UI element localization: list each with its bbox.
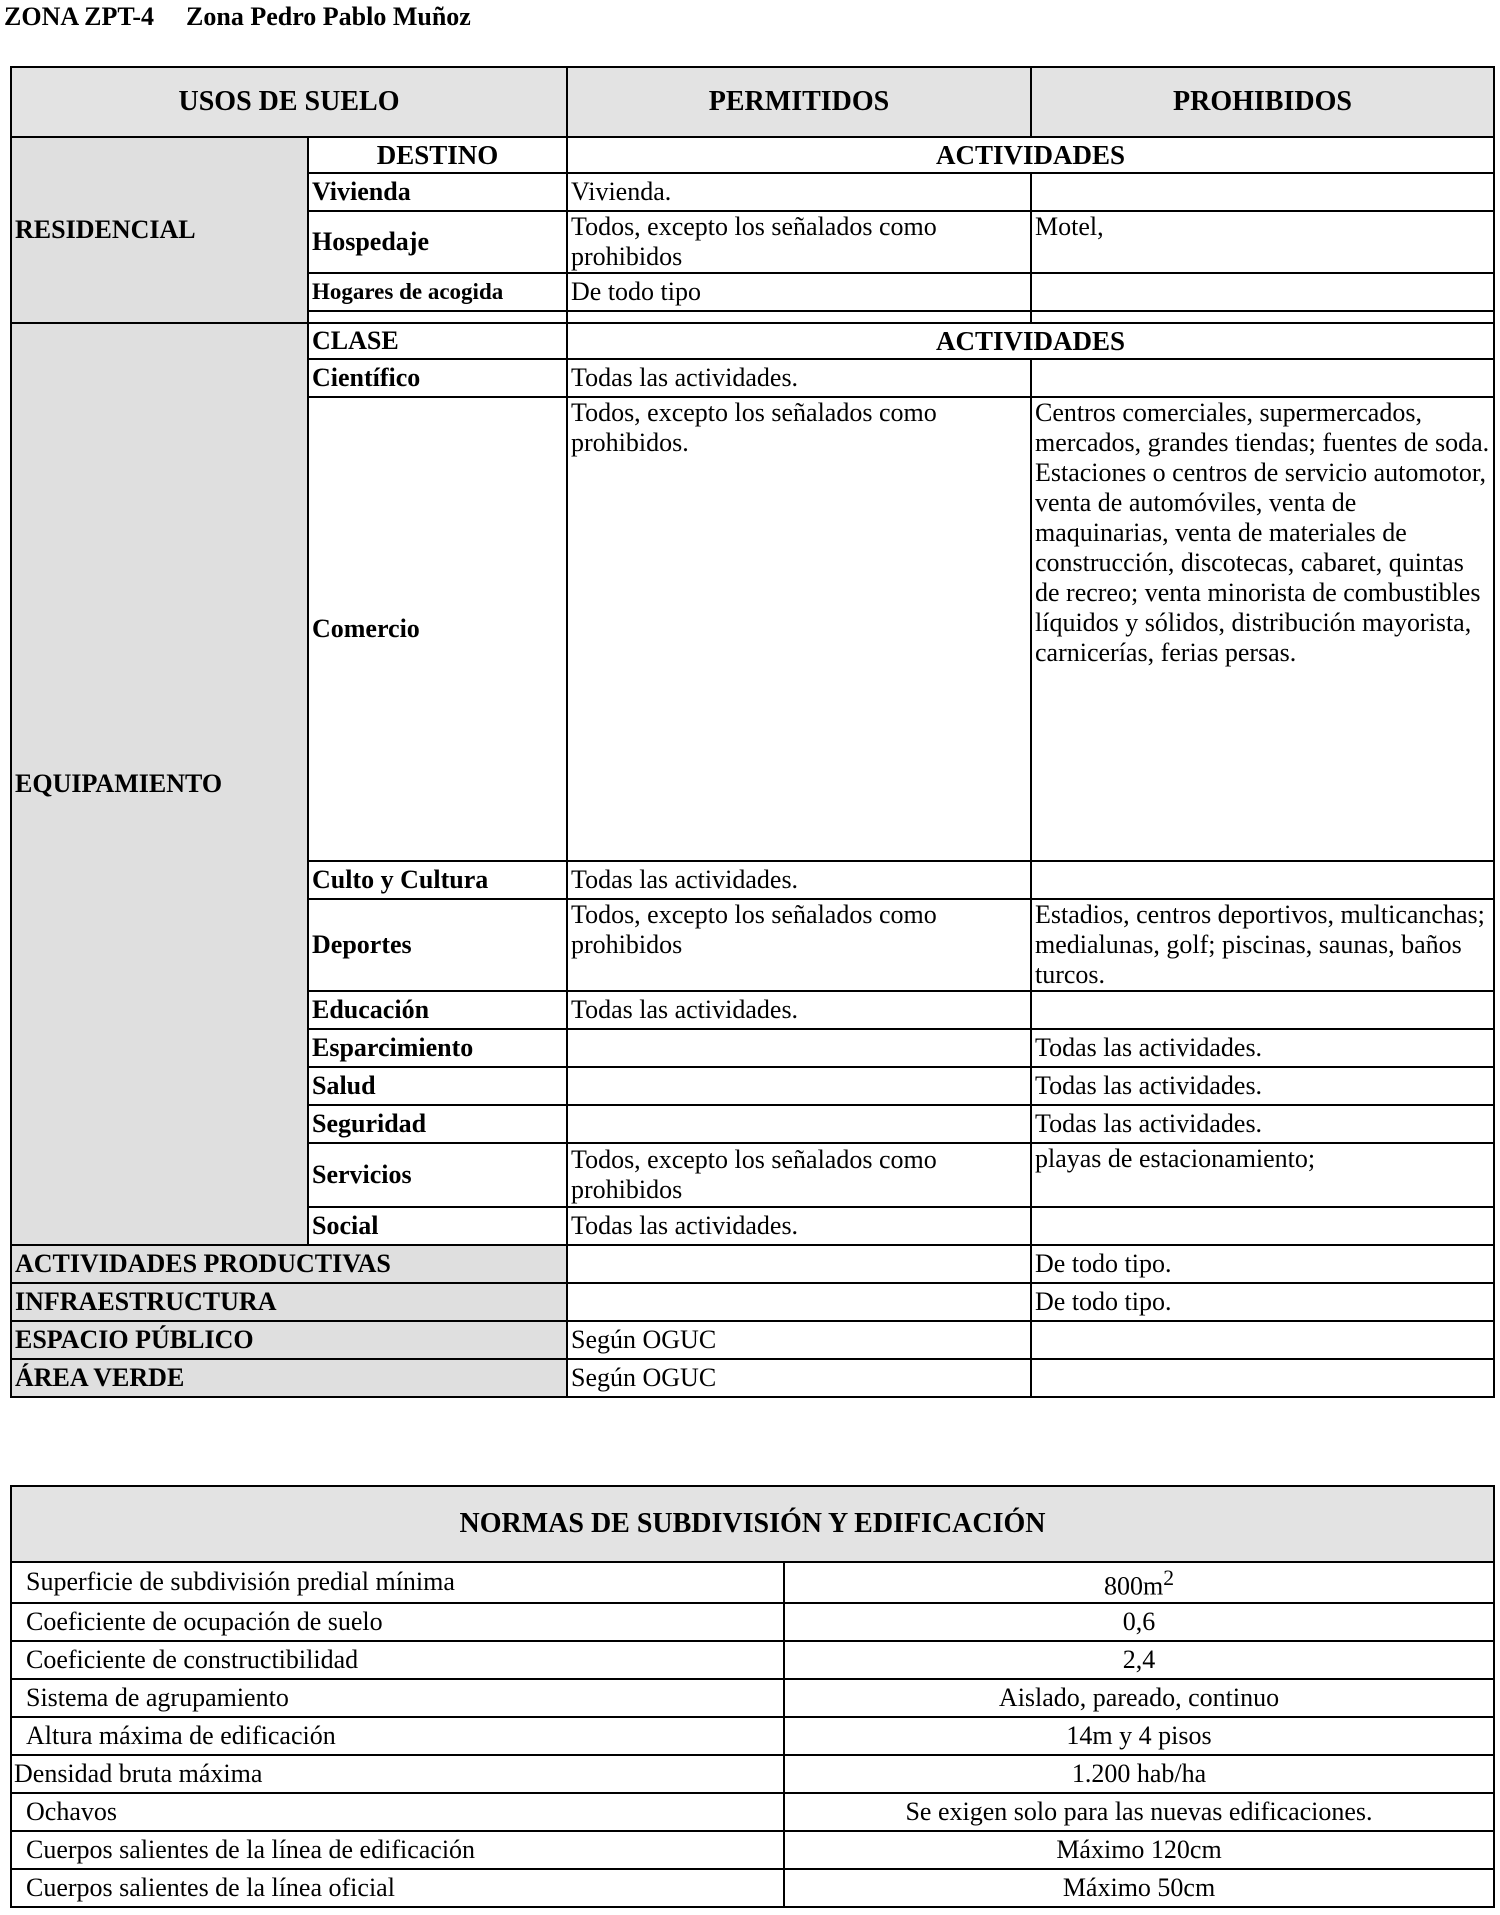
use-name: Social [308, 1207, 567, 1245]
norm-value: Aislado, pareado, continuo [784, 1679, 1494, 1717]
use-prohibited: De todo tipo. [1031, 1283, 1494, 1321]
norm-value: Se exigen solo para las nuevas edificaciones. [784, 1793, 1494, 1831]
use-category: INFRAESTRUCTURA [11, 1283, 567, 1321]
land-use-header-row [11, 67, 1494, 137]
use-name: Seguridad [308, 1105, 567, 1143]
norm-label: Ochavos [11, 1793, 784, 1831]
use-prohibited: Todas las actividades. [1031, 1105, 1494, 1143]
use-permitted [567, 1245, 1031, 1283]
actividades-header: ACTIVIDADES [567, 323, 1494, 359]
use-permitted: Todas las actividades. [567, 861, 1031, 899]
use-category: ESPACIO PÚBLICO [11, 1321, 567, 1359]
norms-title: NORMAS DE SUBDIVISIÓN Y EDIFICACIÓN [11, 1486, 1494, 1562]
use-name: Servicios [308, 1143, 567, 1207]
norm-label: Cuerpos salientes de la línea de edificación [11, 1831, 784, 1869]
table-row [11, 1562, 1494, 1603]
use-prohibited: Todas las actividades. [1031, 1067, 1494, 1105]
header-uses: USOS DE SUELO [11, 67, 567, 137]
use-permitted: Todos, excepto los señalados como prohibidos [567, 899, 1031, 991]
land-use-table [10, 66, 1495, 1398]
norm-value-text: 800m [1103, 1571, 1164, 1601]
table-row [11, 1321, 1494, 1359]
use-permitted: Según OGUC [567, 1321, 1031, 1359]
use-name: Hogares de acogida [308, 273, 567, 311]
use-prohibited: Centros comerciales, supermercados, mercados, grandes tiendas; fuentes de soda. Estaciones o centros de servicio automotor, venta de automóviles, venta de maquinarias, venta de materiales de construcción, discotecas, cabaret, quintas de recreo; venta minorista de combustibles líquidos y sólidos, distribución mayorista, carnicerías, ferias persas. [1031, 397, 1494, 861]
norm-value [784, 1562, 1494, 1603]
norms-header-row [11, 1486, 1494, 1562]
use-permitted: Todos, excepto los señalados como prohibidos. [567, 397, 1031, 861]
use-prohibited: De todo tipo. [1031, 1245, 1494, 1283]
use-permitted [567, 1283, 1031, 1321]
separator-cell [567, 311, 1031, 323]
use-permitted [567, 1029, 1031, 1067]
use-prohibited: Todas las actividades. [1031, 1029, 1494, 1067]
use-name: Hospedaje [308, 211, 567, 273]
use-prohibited [1031, 1359, 1494, 1397]
use-name: Educación [308, 991, 567, 1029]
use-category: ÁREA VERDE [11, 1359, 567, 1397]
zone-name: Zona Pedro Pablo Muñoz [186, 2, 471, 31]
norm-label: Coeficiente de ocupación de suelo [11, 1603, 784, 1641]
use-prohibited [1031, 861, 1494, 899]
table-row [11, 323, 1494, 359]
table-row [11, 137, 1494, 173]
norm-label: Coeficiente de constructibilidad [11, 1641, 784, 1679]
table-row [11, 1793, 1494, 1831]
norm-label: Sistema de agrupamiento [11, 1679, 784, 1717]
use-name: Esparcimiento [308, 1029, 567, 1067]
use-category: ACTIVIDADES PRODUCTIVAS [11, 1245, 567, 1283]
use-prohibited: Motel, [1031, 211, 1494, 273]
use-permitted: De todo tipo [567, 273, 1031, 311]
use-permitted [567, 1067, 1031, 1105]
table-row [11, 1641, 1494, 1679]
use-prohibited: playas de estacionamiento; [1031, 1143, 1494, 1207]
use-prohibited [1031, 991, 1494, 1029]
separator-cell [1031, 311, 1494, 323]
actividades-header: ACTIVIDADES [567, 137, 1494, 173]
table-row [11, 1717, 1494, 1755]
use-name: Culto y Cultura [308, 861, 567, 899]
norm-label: Superficie de subdivisión predial mínima [11, 1562, 784, 1603]
table-row [11, 1679, 1494, 1717]
use-permitted: Todas las actividades. [567, 359, 1031, 397]
table-row [11, 1869, 1494, 1907]
destino-header: DESTINO [308, 137, 567, 173]
zone-code: ZONA ZPT-4 [4, 2, 155, 31]
norm-value: Máximo 120cm [784, 1831, 1494, 1869]
norm-label: Altura máxima de edificación [11, 1717, 784, 1755]
header-prohibited: PROHIBIDOS [1031, 67, 1494, 137]
use-permitted: Vivienda. [567, 173, 1031, 211]
norm-label: Densidad bruta máxima [11, 1755, 784, 1793]
table-row [11, 1359, 1494, 1397]
use-permitted: Todas las actividades. [567, 1207, 1031, 1245]
use-permitted: Todos, excepto los señalados como prohibidos [567, 211, 1031, 273]
use-prohibited [1031, 359, 1494, 397]
use-permitted [567, 1105, 1031, 1143]
use-name: Deportes [308, 899, 567, 991]
use-name: Salud [308, 1067, 567, 1105]
residencial-label: RESIDENCIAL [11, 137, 308, 323]
use-permitted: Todas las actividades. [567, 991, 1031, 1029]
norm-value: 0,6 [784, 1603, 1494, 1641]
use-prohibited [1031, 173, 1494, 211]
separator-cell [308, 311, 567, 323]
norm-value: Máximo 50cm [784, 1869, 1494, 1907]
table-row [11, 1603, 1494, 1641]
use-permitted: Todos, excepto los señalados como prohibidos [567, 1143, 1031, 1207]
table-row [11, 1755, 1494, 1793]
header-permitted: PERMITIDOS [567, 67, 1031, 137]
zone-title [4, 0, 471, 34]
use-prohibited [1031, 1321, 1494, 1359]
table-row [11, 1245, 1494, 1283]
norm-value: 2,4 [784, 1641, 1494, 1679]
use-name: Científico [308, 359, 567, 397]
use-name: Vivienda [308, 173, 567, 211]
table-row [11, 1283, 1494, 1321]
table-row [11, 1831, 1494, 1869]
norm-label: Cuerpos salientes de la línea oficial [11, 1869, 784, 1907]
norm-value: 1.200 hab/ha [784, 1755, 1494, 1793]
use-name: Comercio [308, 397, 567, 861]
norm-value-superscript: 2 [1163, 1566, 1175, 1590]
clase-header: CLASE [308, 323, 567, 359]
norm-value: 14m y 4 pisos [784, 1717, 1494, 1755]
use-prohibited [1031, 1207, 1494, 1245]
use-prohibited: Estadios, centros deportivos, multicanchas; medialunas, golf; piscinas, saunas, baños turcos. [1031, 899, 1494, 991]
use-prohibited [1031, 273, 1494, 311]
equipamiento-label: EQUIPAMIENTO [11, 323, 308, 1245]
norms-table [10, 1485, 1495, 1908]
use-permitted: Según OGUC [567, 1359, 1031, 1397]
